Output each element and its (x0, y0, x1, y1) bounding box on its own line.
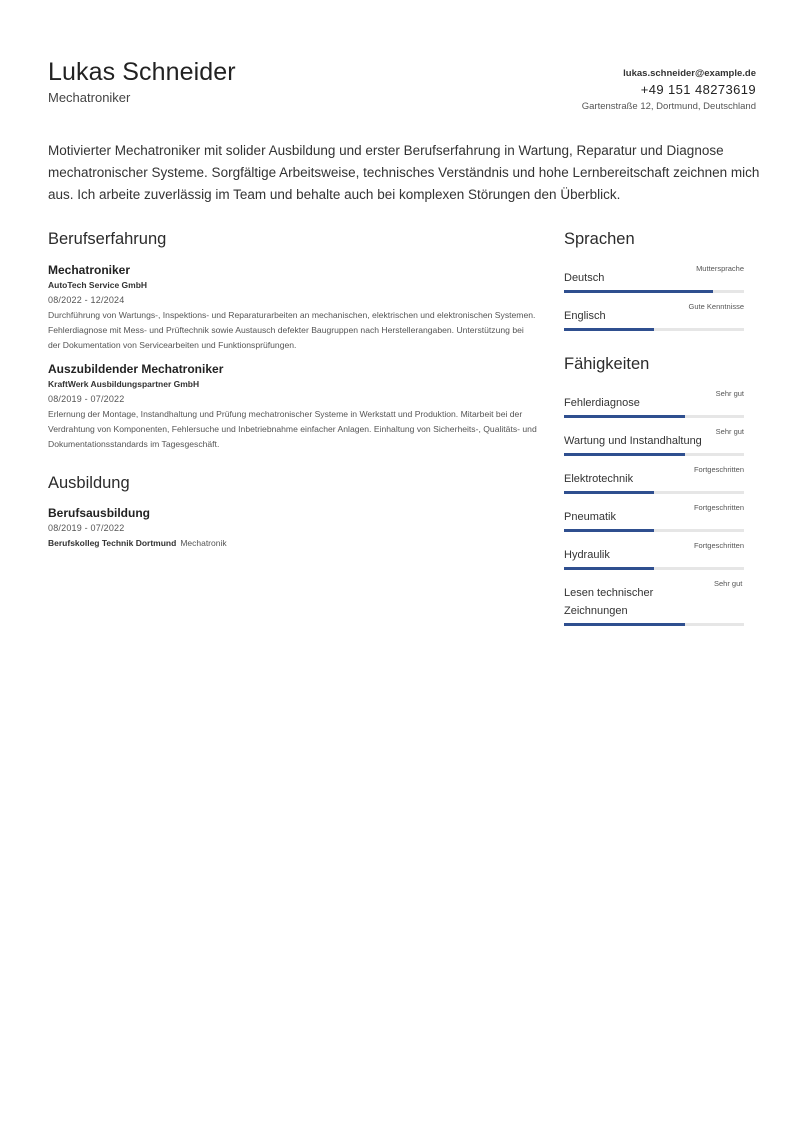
education-date: 08/2019 - 07/2022 (48, 523, 125, 533)
skill-bar-track (564, 491, 744, 494)
skill-name: Lesen technischer Zeichnungen (564, 587, 654, 617)
skill-level: Sehr gut (715, 427, 744, 436)
job-entry (48, 263, 538, 353)
skill-name: Englisch (564, 310, 606, 322)
skill-item (564, 388, 744, 418)
skill-row (564, 426, 744, 450)
email-address[interactable]: lukas.schneider@example.de (623, 68, 756, 79)
skill-level: Sehr gut (714, 579, 743, 588)
job-description: Erlernung der Montage, Instandhaltung und Prüfung mechatronischer Systeme in Werkstatt und Produktion. Mitarbeit bei der Verdrahtung von Komponenten, Fehlersuche und Inbetriebnahme einfacher Anlagen. Einhaltung von Sicherheits-, Qualitäts- und Dokumentationsstandards im Tagesgeschäft. (48, 409, 537, 449)
skill-level: Gute Kenntnisse (688, 302, 744, 311)
skill-bar-fill (564, 567, 654, 570)
skill-name: Elektrotechnik (564, 473, 634, 485)
job-title: Mechatroniker (48, 263, 131, 277)
languages-list (564, 263, 744, 331)
skill-bar-track (564, 453, 744, 456)
skill-row (564, 578, 744, 620)
skill-item (564, 301, 744, 331)
skill-bar-fill (564, 290, 713, 293)
job-date: 08/2022 - 12/2024 (48, 295, 125, 305)
postal-address: Gartenstraße 12, Dortmund, Deutschland (581, 101, 756, 112)
skill-bar-fill (564, 453, 685, 456)
job-date: 08/2019 - 07/2022 (48, 394, 125, 404)
skill-item (564, 502, 744, 532)
person-name: Lukas Schneider (48, 58, 236, 86)
skills-section-title: Fähigkeiten (564, 355, 650, 373)
education-section (48, 472, 538, 551)
skill-row (564, 263, 744, 287)
skill-name: Wartung und Instandhaltung (564, 435, 702, 447)
skill-row (564, 388, 744, 412)
skill-name: Pneumatik (564, 511, 616, 523)
skill-item (564, 578, 744, 626)
skill-level: Fortgeschritten (693, 503, 744, 512)
skills-list (564, 388, 744, 626)
skill-row (564, 502, 744, 526)
education-details (48, 536, 538, 551)
job-company: KraftWerk Ausbildungspartner GmbH (48, 379, 200, 389)
education-field: Mechatronik (180, 538, 227, 548)
experience-section-title: Berufserfahrung (48, 230, 167, 248)
skill-bar-track (564, 290, 744, 293)
main-column (48, 228, 538, 551)
side-column (564, 228, 744, 634)
skill-level: Muttersprache (696, 264, 744, 273)
skill-row (564, 464, 744, 488)
skill-bar-track (564, 529, 744, 532)
skill-level: Sehr gut (715, 389, 744, 398)
contact-info (582, 67, 756, 115)
profile-summary: Motivierter Mechatroniker mit solider Ausbildung und erster Berufserfahrung in Wartung, Reparatur und Diagnose mechatronischer Systeme. Sorgfältige Arbeitsweise, technisches Verständnis und hohe Lernbereitschaft zeichnen mich aus. Ich arbeite zuverlässig im Team und behalte auch bei komplexen Störungen den Überblick. (48, 143, 760, 202)
job-entry (48, 362, 538, 452)
skill-bar-fill (564, 529, 654, 532)
skill-level: Fortgeschritten (693, 541, 744, 550)
skill-item (564, 263, 744, 293)
job-company: AutoTech Service GmbH (48, 280, 148, 290)
skill-bar-track (564, 623, 744, 626)
skill-name: Hydraulik (564, 549, 610, 561)
job-description: Durchführung von Wartungs-, Inspektions- und Reparaturarbeiten an mechanischen, elektrischen und elektronischen Systemen. Fehlerdiagnose mit Mess- und Prüftechnik sowie Austausch defekter Baugruppen nach Herstellerangaben. Unterstützung bei der Dokumentation von Servicearbeiten und Funktionsprüfungen. (48, 310, 536, 350)
skill-bar-track (564, 415, 744, 418)
skill-bar-track (564, 328, 744, 331)
skill-bar-fill (564, 623, 685, 626)
skill-row (564, 540, 744, 564)
skill-item (564, 426, 744, 456)
skill-item (564, 540, 744, 570)
education-school: Berufskolleg Technik Dortmund (48, 538, 177, 548)
education-section-title: Ausbildung (48, 474, 130, 492)
skill-row (564, 301, 744, 325)
resume-header (48, 57, 756, 117)
skill-bar-fill (564, 491, 654, 494)
skill-bar-track (564, 567, 744, 570)
skill-name: Deutsch (564, 272, 605, 284)
phone-number[interactable]: +49 151 48273619 (640, 82, 756, 97)
languages-section-title: Sprachen (564, 230, 635, 248)
skill-bar-fill (564, 328, 654, 331)
skill-item (564, 464, 744, 494)
skill-bar-fill (564, 415, 685, 418)
job-role: Mechatroniker (48, 90, 131, 105)
education-title: Berufsausbildung (48, 506, 151, 520)
skill-level: Fortgeschritten (693, 465, 744, 474)
skill-name: Fehlerdiagnose (564, 397, 640, 409)
job-title: Auszubildender Mechatroniker (48, 362, 224, 376)
